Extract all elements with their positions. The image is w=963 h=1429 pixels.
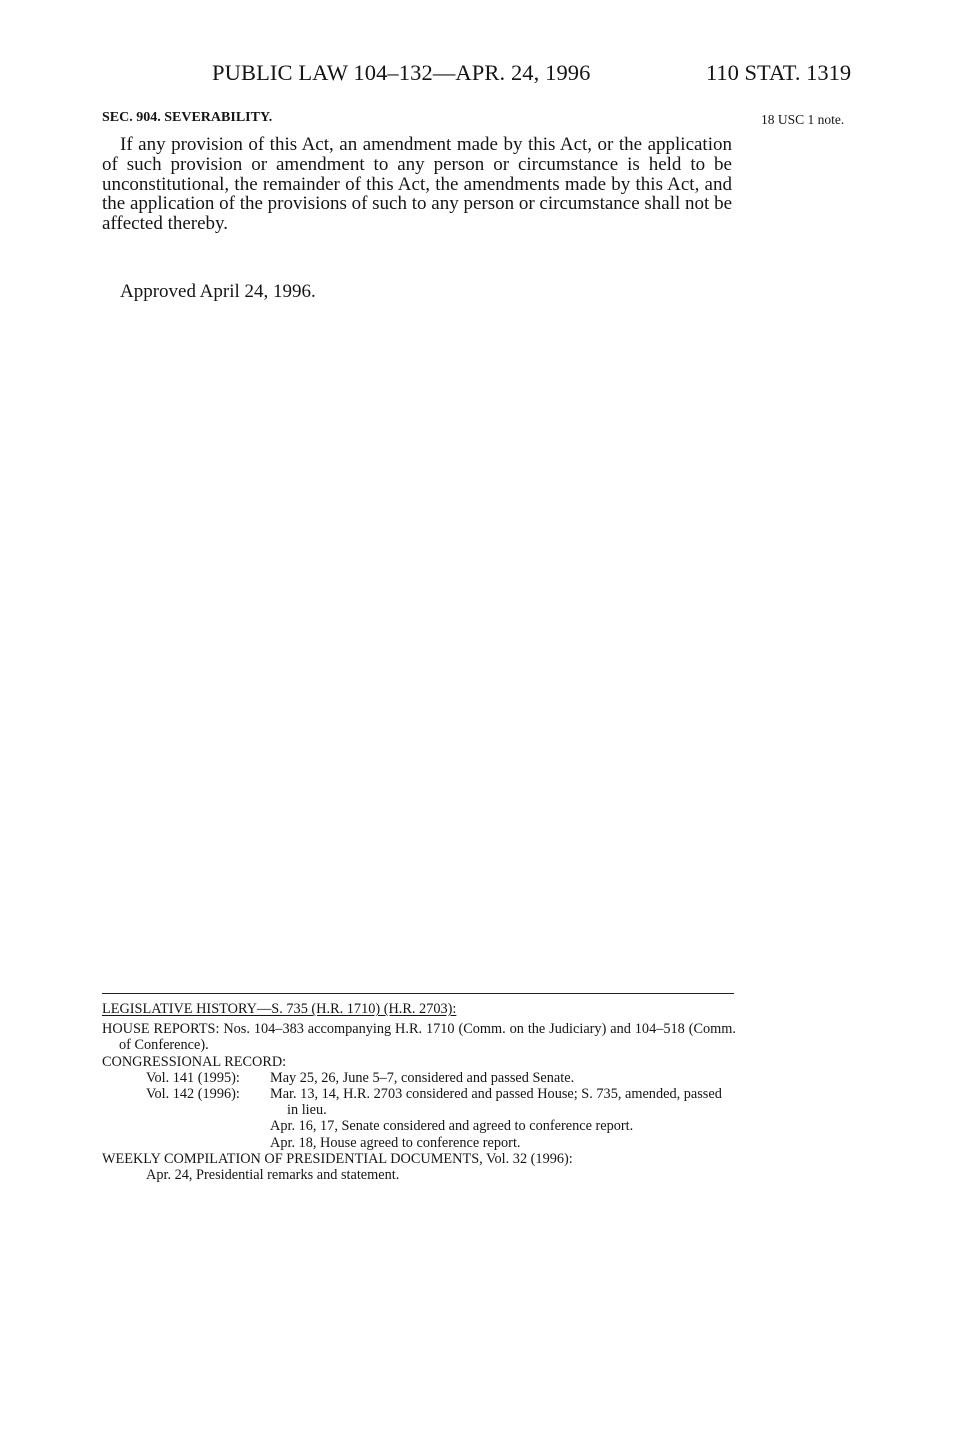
footnote-divider <box>102 993 734 994</box>
legislative-history-title: LEGISLATIVE HISTORY—S. 735 (H.R. 1710) (H.R. 2703): <box>102 1001 457 1017</box>
record-vol-142-apr18: Apr. 18, House agreed to conference report. <box>270 1134 521 1151</box>
weekly-compilation-label: WEEKLY COMPILATION OF PRESIDENTIAL DOCUMENTS, Vol. 32 (1996): <box>102 1150 573 1167</box>
weekly-compilation-text: Apr. 24, Presidential remarks and statement. <box>146 1167 400 1184</box>
record-vol-142-label: Vol. 142 (1996): <box>146 1086 240 1103</box>
section-heading: SEC. 904. SEVERABILITY. <box>102 110 273 125</box>
stat-page-number: 110 STAT. 1319 <box>706 60 852 85</box>
legislative-history <box>102 1001 736 1183</box>
record-vol-142-apr16: Apr. 16, 17, Senate considered and agreed to conference report. <box>270 1118 634 1135</box>
running-head: PUBLIC LAW 104–132—APR. 24, 1996 <box>212 60 591 85</box>
record-vol-141-text: May 25, 26, June 5–7, considered and passed Senate. <box>270 1069 575 1086</box>
house-reports: HOUSE REPORTS: Nos. 104–383 accompanying H.R. 1710 (Comm. on the Judiciary) and 104–518 (Comm. of Conference). <box>102 1021 736 1054</box>
margin-note: 18 USC 1 note. <box>761 112 845 127</box>
record-vol-142-text: Mar. 13, 14, H.R. 2703 considered and passed House; S. 735, amended, passed in lieu. <box>270 1086 722 1119</box>
approval-date: Approved April 24, 1996. <box>120 281 316 302</box>
record-vol-141 <box>146 1070 736 1086</box>
congressional-record-label: CONGRESSIONAL RECORD: <box>102 1053 287 1070</box>
record-vol-142 <box>146 1086 736 1118</box>
record-vol-141-label: Vol. 141 (1995): <box>146 1069 240 1086</box>
section-body-text: If any provision of this Act, an amendment made by this Act, or the application of such provision or amendment to any person or circumstance is held to be unconstitutional, the remainder of this Act, the amendments made by this Act, and the application of the provisions of such to any person or circumstance shall not be affected thereby. <box>102 134 733 235</box>
